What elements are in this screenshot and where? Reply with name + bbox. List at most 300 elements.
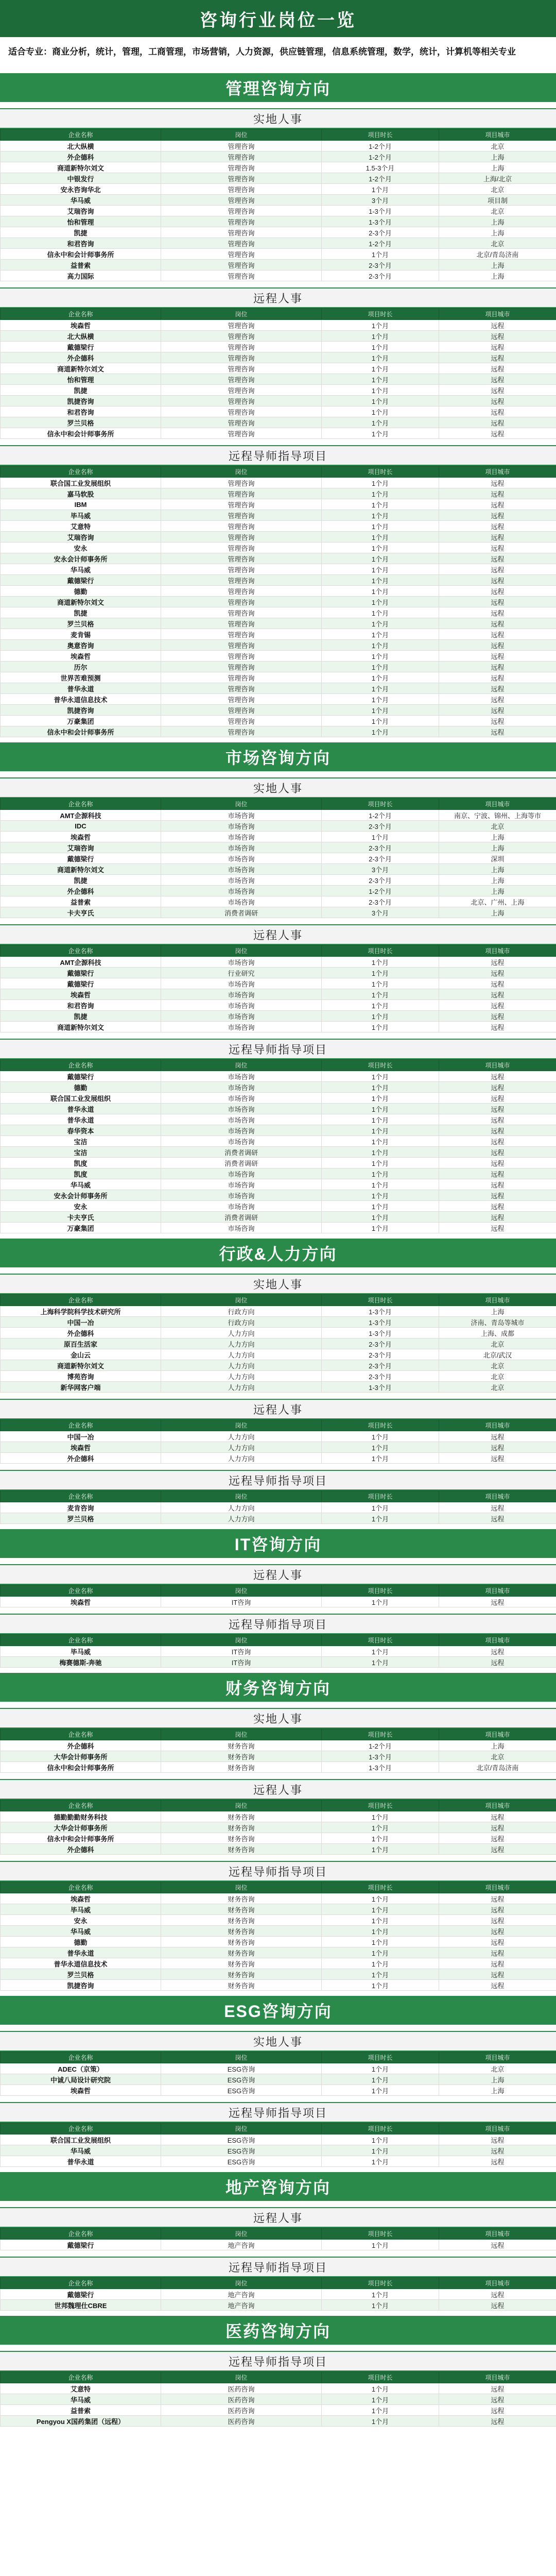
table-row bbox=[1, 1147, 556, 1158]
table-row bbox=[1, 618, 556, 629]
table-row bbox=[1, 184, 556, 195]
group-title-bar bbox=[0, 2102, 556, 2123]
header-duration: 项目时长 bbox=[322, 1420, 439, 1431]
table-header bbox=[1, 799, 556, 810]
table-header bbox=[1, 1295, 556, 1306]
company-cell: 安永咨询华北 bbox=[1, 184, 161, 195]
table-body bbox=[1, 1502, 556, 1524]
company-cell: 凯捷 bbox=[1, 875, 161, 886]
table-row bbox=[1, 1597, 556, 1607]
company-cell: 戴德梁行 bbox=[1, 342, 161, 352]
company-cell: 安永会计师事务所 bbox=[1, 553, 161, 564]
header-duration: 项目时长 bbox=[322, 945, 439, 957]
city-cell: 远程 bbox=[439, 618, 556, 629]
table-row bbox=[1, 1657, 556, 1668]
header-city: 项目城市 bbox=[439, 1882, 556, 1893]
position-cell: 市场咨询 bbox=[161, 810, 322, 821]
table-row bbox=[1, 1382, 556, 1393]
group bbox=[0, 2207, 556, 2250]
duration-cell: 1个月 bbox=[322, 1158, 439, 1168]
position-cell: 市场咨询 bbox=[161, 1125, 322, 1136]
header-position: 岗位 bbox=[161, 2123, 322, 2134]
group-title-bar bbox=[0, 2207, 556, 2228]
header-position: 岗位 bbox=[161, 1585, 322, 1597]
city-cell: 远程 bbox=[439, 553, 556, 564]
table-row bbox=[1, 1201, 556, 1212]
city-cell: 北京 bbox=[439, 1338, 556, 1349]
group bbox=[0, 1564, 556, 1607]
duration-cell: 1个月 bbox=[322, 184, 439, 195]
table-body bbox=[1, 2383, 556, 2427]
city-cell: 远程 bbox=[439, 575, 556, 586]
table-row bbox=[1, 270, 556, 281]
duration-cell: 1-3个月 bbox=[322, 1762, 439, 1773]
position-cell: 管理咨询 bbox=[161, 342, 322, 352]
position-cell: 管理咨询 bbox=[161, 216, 322, 227]
header-duration: 项目时长 bbox=[322, 1729, 439, 1740]
company-cell: 德勤勤勤财务科技 bbox=[1, 1811, 161, 1822]
city-cell: 远程 bbox=[439, 2240, 556, 2250]
company-cell: 华马威 bbox=[1, 2145, 161, 2156]
company-cell: 普华永道 bbox=[1, 2156, 161, 2167]
section-title: 行政&人力方向 bbox=[0, 1239, 556, 1267]
position-cell: 市场咨询 bbox=[161, 989, 322, 1000]
company-cell: 博苑咨询 bbox=[1, 1371, 161, 1382]
duration-cell: 1个月 bbox=[322, 1212, 439, 1223]
duration-cell: 2-3个月 bbox=[322, 1371, 439, 1382]
table-row bbox=[1, 672, 556, 683]
company-cell: 上海科学院科学技术研究所 bbox=[1, 1306, 161, 1317]
company-cell: 凯捷 bbox=[1, 607, 161, 618]
city-cell: 远程 bbox=[439, 1212, 556, 1223]
header-position: 岗位 bbox=[161, 2228, 322, 2240]
table-row bbox=[1, 575, 556, 586]
company-cell: 普华永道 bbox=[1, 683, 161, 694]
city-cell: 远程 bbox=[439, 406, 556, 417]
duration-cell: 1个月 bbox=[322, 320, 439, 331]
table-row bbox=[1, 2394, 556, 2405]
city-cell: 远程 bbox=[439, 683, 556, 694]
position-cell: 人力方向 bbox=[161, 1360, 322, 1371]
company-cell: 联合国工业发展组织 bbox=[1, 2134, 161, 2145]
table-row bbox=[1, 1104, 556, 1114]
table-row bbox=[1, 1958, 556, 1969]
jobs-table bbox=[0, 2228, 556, 2250]
section-title: ESG咨询方向 bbox=[0, 1996, 556, 2025]
header-row bbox=[1, 1800, 556, 1811]
duration-cell: 2-3个月 bbox=[322, 842, 439, 853]
company-cell: 北大纵横 bbox=[1, 331, 161, 342]
header-company: 企业名称 bbox=[1, 799, 161, 810]
position-cell: 管理咨询 bbox=[161, 151, 322, 162]
position-cell: IT咨询 bbox=[161, 1657, 322, 1668]
section bbox=[0, 73, 556, 737]
position-cell: 管理咨询 bbox=[161, 629, 322, 640]
position-cell: 人力方向 bbox=[161, 1513, 322, 1524]
jobs-table bbox=[0, 1634, 556, 1668]
company-cell: 万豪集团 bbox=[1, 716, 161, 726]
header-row bbox=[1, 2228, 556, 2240]
company-cell: IBM bbox=[1, 499, 161, 510]
jobs-table bbox=[0, 1490, 556, 1524]
city-cell: 远程 bbox=[439, 1657, 556, 1668]
table-row bbox=[1, 521, 556, 532]
header-duration: 项目时长 bbox=[322, 799, 439, 810]
duration-cell: 1个月 bbox=[322, 2383, 439, 2394]
duration-cell: 1个月 bbox=[322, 352, 439, 363]
jobs-table bbox=[0, 1800, 556, 1855]
company-cell: 益普索 bbox=[1, 260, 161, 270]
position-cell: 财务咨询 bbox=[161, 1833, 322, 1844]
table-row bbox=[1, 683, 556, 694]
table-row bbox=[1, 1371, 556, 1382]
group bbox=[0, 1274, 556, 1393]
header-company: 企业名称 bbox=[1, 945, 161, 957]
position-cell: 市场咨询 bbox=[161, 875, 322, 886]
duration-cell: 1-2个月 bbox=[322, 141, 439, 151]
section bbox=[0, 742, 556, 1233]
position-cell: 市场咨询 bbox=[161, 1022, 322, 1032]
duration-cell: 1个月 bbox=[322, 1980, 439, 1991]
header-company: 企业名称 bbox=[1, 1635, 161, 1646]
city-cell: 上海 bbox=[439, 842, 556, 853]
header-duration: 项目时长 bbox=[322, 309, 439, 320]
table-row bbox=[1, 1190, 556, 1201]
position-cell: 管理咨询 bbox=[161, 195, 322, 206]
header-duration: 项目时长 bbox=[322, 1491, 439, 1502]
group-title-bar bbox=[0, 924, 556, 945]
duration-cell: 1个月 bbox=[322, 672, 439, 683]
jobs-table bbox=[0, 1419, 556, 1464]
table-row bbox=[1, 726, 556, 737]
table-row bbox=[1, 238, 556, 249]
company-cell: 德勤 bbox=[1, 586, 161, 597]
company-cell: 普华永道 bbox=[1, 1947, 161, 1958]
company-cell: 大华会计师事务所 bbox=[1, 1751, 161, 1762]
header-company: 企业名称 bbox=[1, 1491, 161, 1502]
group-title: 远程人事 bbox=[253, 292, 303, 305]
table-row bbox=[1, 2416, 556, 2427]
table-row bbox=[1, 162, 556, 173]
city-cell: 远程 bbox=[439, 320, 556, 331]
table-row bbox=[1, 2405, 556, 2416]
city-cell: 上海 bbox=[439, 227, 556, 238]
jobs-table bbox=[0, 129, 556, 281]
table-row bbox=[1, 374, 556, 385]
company-cell: 普华永道 bbox=[1, 1104, 161, 1114]
duration-cell: 1个月 bbox=[322, 694, 439, 705]
duration-cell: 1个月 bbox=[322, 1136, 439, 1147]
company-cell: 埃森哲 bbox=[1, 2085, 161, 2096]
header-duration: 项目时长 bbox=[322, 1585, 439, 1597]
header-position: 岗位 bbox=[161, 129, 322, 141]
table-row bbox=[1, 1969, 556, 1980]
duration-cell: 1个月 bbox=[322, 374, 439, 385]
duration-cell: 1个月 bbox=[322, 510, 439, 521]
city-cell: 远程 bbox=[439, 564, 556, 575]
group-title: 实地人事 bbox=[253, 1278, 303, 1291]
company-cell: 安永 bbox=[1, 543, 161, 553]
group-title: 远程人事 bbox=[253, 1403, 303, 1416]
duration-cell: 1个月 bbox=[322, 1201, 439, 1212]
duration-cell: 1个月 bbox=[322, 1453, 439, 1464]
table-row bbox=[1, 832, 556, 842]
duration-cell: 1个月 bbox=[322, 1125, 439, 1136]
company-cell: 埃森哲 bbox=[1, 651, 161, 662]
table-row bbox=[1, 1751, 556, 1762]
group-title-bar bbox=[0, 1274, 556, 1294]
table-row bbox=[1, 1646, 556, 1657]
duration-cell: 1个月 bbox=[322, 543, 439, 553]
company-cell: 联合国工业发展组织 bbox=[1, 1093, 161, 1104]
table-row bbox=[1, 206, 556, 216]
group-title: 远程人事 bbox=[253, 1568, 303, 1582]
duration-cell: 1-3个月 bbox=[322, 1317, 439, 1328]
header-row bbox=[1, 1420, 556, 1431]
position-cell: 管理咨询 bbox=[161, 662, 322, 672]
position-cell: 财务咨询 bbox=[161, 1893, 322, 1904]
position-cell: 管理咨询 bbox=[161, 363, 322, 374]
table-row bbox=[1, 227, 556, 238]
group-title-bar bbox=[0, 1708, 556, 1728]
jobs-table bbox=[0, 2052, 556, 2096]
city-cell: 远程 bbox=[439, 374, 556, 385]
jobs-table bbox=[0, 308, 556, 439]
header-city: 项目城市 bbox=[439, 1635, 556, 1646]
header-company: 企业名称 bbox=[1, 1420, 161, 1431]
header-row bbox=[1, 1585, 556, 1597]
table-row bbox=[1, 1762, 556, 1773]
table-row bbox=[1, 1071, 556, 1082]
table-row bbox=[1, 249, 556, 260]
table-header bbox=[1, 1491, 556, 1502]
table-row bbox=[1, 2383, 556, 2394]
city-cell: 远程 bbox=[439, 597, 556, 607]
table-row bbox=[1, 2156, 556, 2167]
city-cell: 远程 bbox=[439, 478, 556, 488]
company-cell: 世邦魏理仕CBRE bbox=[1, 2300, 161, 2311]
table-header bbox=[1, 1882, 556, 1893]
header-row bbox=[1, 799, 556, 810]
duration-cell: 1个月 bbox=[322, 1597, 439, 1607]
position-cell: 管理咨询 bbox=[161, 227, 322, 238]
company-cell: 埃森哲 bbox=[1, 1597, 161, 1607]
table-row bbox=[1, 331, 556, 342]
duration-cell: 1-2个月 bbox=[322, 886, 439, 896]
jobs-table bbox=[0, 1728, 556, 1773]
company-cell: 卡夫亨氏 bbox=[1, 907, 161, 918]
duration-cell: 1个月 bbox=[322, 1104, 439, 1114]
city-cell: 远程 bbox=[439, 726, 556, 737]
duration-cell: 1个月 bbox=[322, 396, 439, 406]
company-cell: 凯度 bbox=[1, 1168, 161, 1179]
company-cell: 埃森哲 bbox=[1, 1893, 161, 1904]
city-cell: 上海 bbox=[439, 886, 556, 896]
header-duration: 项目时长 bbox=[322, 2278, 439, 2289]
jobs-table bbox=[0, 1059, 556, 1233]
position-cell: 管理咨询 bbox=[161, 705, 322, 716]
position-cell: 市场咨询 bbox=[161, 1136, 322, 1147]
company-cell: 华马威 bbox=[1, 1926, 161, 1937]
company-cell: 商道新特尔刘文 bbox=[1, 162, 161, 173]
company-cell: 原百生活家 bbox=[1, 1338, 161, 1349]
city-cell: 北京 bbox=[439, 238, 556, 249]
duration-cell: 1个月 bbox=[322, 1114, 439, 1125]
duration-cell: 1-3个月 bbox=[322, 1382, 439, 1393]
table-header bbox=[1, 1420, 556, 1431]
company-cell: 埃森哲 bbox=[1, 989, 161, 1000]
table-row bbox=[1, 1740, 556, 1751]
group-title-bar bbox=[0, 777, 556, 798]
table-header bbox=[1, 466, 556, 478]
city-cell: 北京 bbox=[439, 1360, 556, 1371]
city-cell: 远程 bbox=[439, 1915, 556, 1926]
group bbox=[0, 1614, 556, 1668]
header-company: 企业名称 bbox=[1, 1800, 161, 1811]
company-cell: 春华资本 bbox=[1, 1125, 161, 1136]
company-cell: 埃森哲 bbox=[1, 320, 161, 331]
position-cell: 财务咨询 bbox=[161, 1937, 322, 1947]
table-header bbox=[1, 129, 556, 141]
duration-cell: 3个月 bbox=[322, 907, 439, 918]
header-company: 企业名称 bbox=[1, 2228, 161, 2240]
duration-cell: 3个月 bbox=[322, 195, 439, 206]
duration-cell: 1个月 bbox=[322, 2145, 439, 2156]
city-cell: 远程 bbox=[439, 1093, 556, 1104]
table-row bbox=[1, 488, 556, 499]
table-row bbox=[1, 1317, 556, 1328]
group-title: 实地人事 bbox=[253, 1712, 303, 1725]
duration-cell: 2-3个月 bbox=[322, 270, 439, 281]
city-cell: 远程 bbox=[439, 2134, 556, 2145]
header-position: 岗位 bbox=[161, 1420, 322, 1431]
header-city: 项目城市 bbox=[439, 1800, 556, 1811]
position-cell: 管理咨询 bbox=[161, 694, 322, 705]
city-cell: 深圳 bbox=[439, 853, 556, 864]
company-cell: 大华会计师事务所 bbox=[1, 1822, 161, 1833]
city-cell: 远程 bbox=[439, 1201, 556, 1212]
company-cell: 安永会计师事务所 bbox=[1, 1190, 161, 1201]
header-city: 项目城市 bbox=[439, 1491, 556, 1502]
position-cell: 财务咨询 bbox=[161, 1762, 322, 1773]
duration-cell: 1-3个月 bbox=[322, 216, 439, 227]
group bbox=[0, 1861, 556, 1991]
header-duration: 项目时长 bbox=[322, 2123, 439, 2134]
position-cell: 市场咨询 bbox=[161, 896, 322, 907]
duration-cell: 1个月 bbox=[322, 1822, 439, 1833]
company-cell: 华马威 bbox=[1, 564, 161, 575]
city-cell: 远程 bbox=[439, 968, 556, 978]
city-cell: 远程 bbox=[439, 607, 556, 618]
group bbox=[0, 924, 556, 1032]
position-cell: 管理咨询 bbox=[161, 249, 322, 260]
company-cell: 金山云 bbox=[1, 1349, 161, 1360]
table-header bbox=[1, 1060, 556, 1071]
company-cell: 嘉马软股 bbox=[1, 488, 161, 499]
city-cell: 远程 bbox=[439, 1893, 556, 1904]
table-row bbox=[1, 216, 556, 227]
table-body bbox=[1, 2240, 556, 2250]
city-cell: 远程 bbox=[439, 2405, 556, 2416]
position-cell: 人力方向 bbox=[161, 1453, 322, 1464]
table-row bbox=[1, 1431, 556, 1442]
position-cell: 管理咨询 bbox=[161, 238, 322, 249]
city-cell: 远程 bbox=[439, 1904, 556, 1915]
header-position: 岗位 bbox=[161, 1060, 322, 1071]
header-row bbox=[1, 2123, 556, 2134]
group bbox=[0, 108, 556, 281]
position-cell: 管理咨询 bbox=[161, 564, 322, 575]
duration-cell: 1个月 bbox=[322, 978, 439, 989]
duration-cell: 1个月 bbox=[322, 521, 439, 532]
company-cell: 凯度 bbox=[1, 1158, 161, 1168]
position-cell: 管理咨询 bbox=[161, 331, 322, 342]
table-row bbox=[1, 406, 556, 417]
section bbox=[0, 1996, 556, 2167]
group-title-bar bbox=[0, 2351, 556, 2371]
company-cell: 奥意咨询 bbox=[1, 640, 161, 651]
position-cell: 财务咨询 bbox=[161, 1822, 322, 1833]
table-row bbox=[1, 651, 556, 662]
group-title-bar bbox=[0, 108, 556, 129]
table-body bbox=[1, 1646, 556, 1668]
table-row bbox=[1, 842, 556, 853]
table-row bbox=[1, 1980, 556, 1991]
company-cell: 戴德梁行 bbox=[1, 2240, 161, 2250]
company-cell: 商道新特尔刘文 bbox=[1, 363, 161, 374]
jobs-table bbox=[0, 1882, 556, 1991]
duration-cell: 2-3个月 bbox=[322, 1338, 439, 1349]
position-cell: 医药咨询 bbox=[161, 2405, 322, 2416]
duration-cell: 1个月 bbox=[322, 832, 439, 842]
duration-cell: 1个月 bbox=[322, 478, 439, 488]
duration-cell: 1个月 bbox=[322, 2394, 439, 2405]
position-cell: 消费者调研 bbox=[161, 907, 322, 918]
table-row bbox=[1, 363, 556, 374]
table-row bbox=[1, 1915, 556, 1926]
table-row bbox=[1, 260, 556, 270]
group-title: 远程导师指导项目 bbox=[228, 2106, 327, 2120]
header-company: 企业名称 bbox=[1, 1295, 161, 1306]
position-cell: 管理咨询 bbox=[161, 162, 322, 173]
position-cell: 财务咨询 bbox=[161, 1740, 322, 1751]
duration-cell: 1个月 bbox=[322, 1011, 439, 1022]
position-cell: 财务咨询 bbox=[161, 1751, 322, 1762]
position-cell: 行政方向 bbox=[161, 1306, 322, 1317]
position-cell: 人力方向 bbox=[161, 1349, 322, 1360]
header-row bbox=[1, 1635, 556, 1646]
city-cell: 远程 bbox=[439, 2145, 556, 2156]
position-cell: 市场咨询 bbox=[161, 1093, 322, 1104]
city-cell: 远程 bbox=[439, 957, 556, 968]
city-cell: 远程 bbox=[439, 1022, 556, 1032]
city-cell: 远程 bbox=[439, 352, 556, 363]
group-title-bar bbox=[0, 1614, 556, 1634]
city-cell: 远程 bbox=[439, 1136, 556, 1147]
position-cell: 地产咨询 bbox=[161, 2300, 322, 2311]
header-city: 项目城市 bbox=[439, 1585, 556, 1597]
duration-cell: 2-3个月 bbox=[322, 821, 439, 832]
header-row bbox=[1, 466, 556, 478]
header-position: 岗位 bbox=[161, 1635, 322, 1646]
table-row bbox=[1, 553, 556, 564]
duration-cell: 2-3个月 bbox=[322, 1349, 439, 1360]
table-header bbox=[1, 1800, 556, 1811]
company-cell: 商道新特尔刘文 bbox=[1, 1360, 161, 1371]
table-row bbox=[1, 151, 556, 162]
table-row bbox=[1, 428, 556, 439]
duration-cell: 2-3个月 bbox=[322, 875, 439, 886]
